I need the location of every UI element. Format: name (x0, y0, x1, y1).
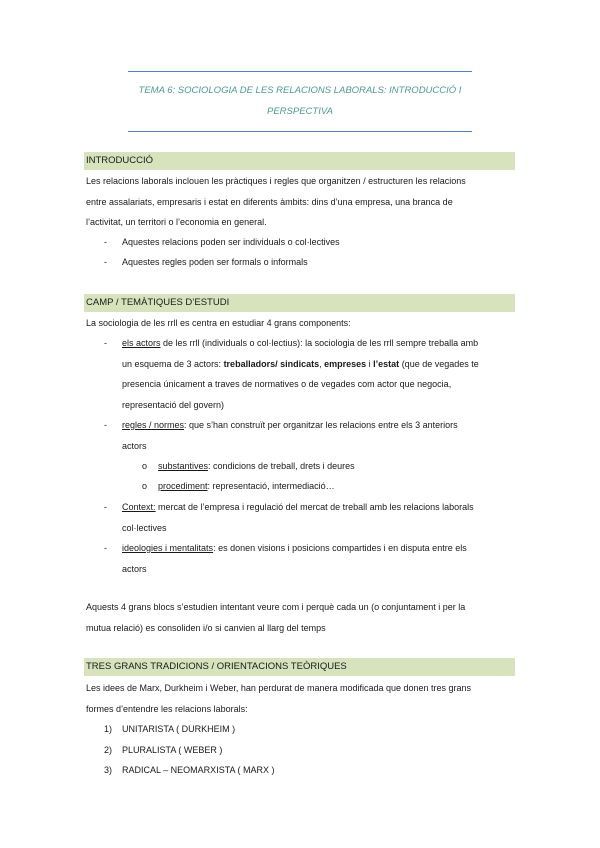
bullet-dash: - (104, 257, 107, 267)
intro-line-3: l’activitat, un territori o l’economia en general. (86, 217, 267, 227)
camp-bullet-regles: - regles / normes: que s’han construït per organitzar les relacions entre els 3 anteriors actors (0, 415, 600, 457)
camp-bullet-actors: - els actors de les rrll (individuals o col·lectius): la sociologia de les rrll sempre treballa amb un esquema de 3 actors: treballadors/ sindicats, empreses i l’estat (que de vegades te presencia únicament a traves de normatives o de vegades com actor que negocia, representació del govern) (0, 333, 600, 423)
actors-label: els actors (122, 338, 161, 348)
tradicions-paragraph: Les idees de Marx, Durkheim i Weber, han perdurat de manera modificada que donen tres grans formes d’entendre les relacions laborals: (86, 683, 472, 714)
camp-intro: La sociologia de les rrll es centra en estudiar 4 grans components: (86, 318, 351, 328)
bullet-dash: - (104, 420, 107, 430)
document-page: TEMA 6: SOCIOLOGIA DE LES RELACIONS LABORALS: INTRODUCCIÓ I PERSPECTIVA INTRODUCCIÓ Les relacions laborals inclouen les pràctiques i regles que organitzen / estructuren les relacions entre assalariats, empresaris i estat en diferents àmbits: dins d’una empresa, una branca de l’activitat, un territori o l’economia en general. - Aquestes relacions poden ser individuals o col·lectives - Aquestes regles poden ser formals o informals CAMP / TEMÀTIQUES D’ESTUDI La sociologia de les rrll es centra en estudiar 4 grans components: - els actors de les rrll (individuals o col·lectius): la sociologia de les rrll sempre treballa amb un esquema de 3 actors: treballadors/ sindicats, empreses i l’estat (que de vegades te presencia únicament a traves de normatives o de vegades com actor que negocia, representació del govern) - regles / normes: que s’han construït per organitzar les relacions entre els 3 anteriors actors o substantives: condicions de treball, drets i deures o procediment: representació, intermediació… - Context: mercat de l’empresa i regulació del mercat de treball amb les relacions laborals col·lectives - ideologies i mentalitats: es donen visions i posicions compartides i en disputa entre els actors Aquests 4 grans blocs s’estudien intentant veure com i perquè cada un (o conjuntament i per la mutua relació) es consoliden i/o si canvien al llarg del temps TRES GRANS TRADICIONS / ORIENTACIONS TEÒRIQUES Les idees de Marx, Durkheim i Weber, han perdurat de manera modificada que donen tres grans formes d’entendre les relacions laborals: 1) UNITARISTA ( DURKHEIM ) 2) PLURALISTA ( WEBER ) 3) RADICAL – NEOMARXISTA ( MARX ) (0, 0, 600, 848)
title-top-rule (128, 71, 472, 72)
actor-companies: empreses (324, 358, 367, 369)
title-line-1: TEMA 6: SOCIOLOGIA DE LES RELACIONS LABORALS: INTRODUCCIÓ I (138, 85, 462, 96)
bullet-dash: - (104, 338, 107, 348)
camp-bullet-ideologies: - ideologies i mentalitats: es donen visions i posicions compartides i en disputa entre els actors (0, 538, 600, 580)
section-heading-tradicions: TRES GRANS TRADICIONS / ORIENTACIONS TEÒRIQUES (84, 658, 515, 676)
regles-label: regles / normes (122, 420, 185, 430)
actor-state: l’estat (373, 358, 400, 369)
camp-closing-paragraph: Aquests 4 grans blocs s’estudien intentant veure com i perquè cada un (o conjuntament i per la mutua relació) es consoliden i/o si canvien al llarg del temps (86, 602, 466, 633)
intro-line-2: entre assalariats, empresaris i estat en diferents àmbits: dins d’una empresa, una branca de (86, 196, 453, 207)
section-heading-camp: CAMP / TEMÀTIQUES D’ESTUDI (84, 294, 515, 312)
sub-bullet-circle: o (142, 481, 148, 491)
title-bottom-rule (128, 131, 472, 132)
context-label: Context: (122, 502, 156, 512)
actor-workers: treballadors/ sindicats (223, 358, 320, 369)
bullet-dash: - (104, 502, 107, 512)
bullet-dash: - (104, 237, 107, 247)
bullet-dash: - (104, 543, 107, 553)
intro-paragraph (86, 171, 515, 233)
camp-bullet-context: - Context: mercat de l’empresa i regulació del mercat de treball amb les relacions laborals col·lectives (0, 497, 600, 539)
sub-bullet-circle: o (142, 461, 148, 471)
ideologies-label: ideologies i mentalitats (122, 543, 214, 553)
document-title (120, 80, 480, 122)
title-line-2: PERSPECTIVA (267, 106, 333, 117)
section-heading-intro: INTRODUCCIÓ (84, 152, 515, 170)
intro-line-1: Les relacions laborals inclouen les pràctiques i regles que organitzen / estructuren les relacions (86, 176, 466, 186)
